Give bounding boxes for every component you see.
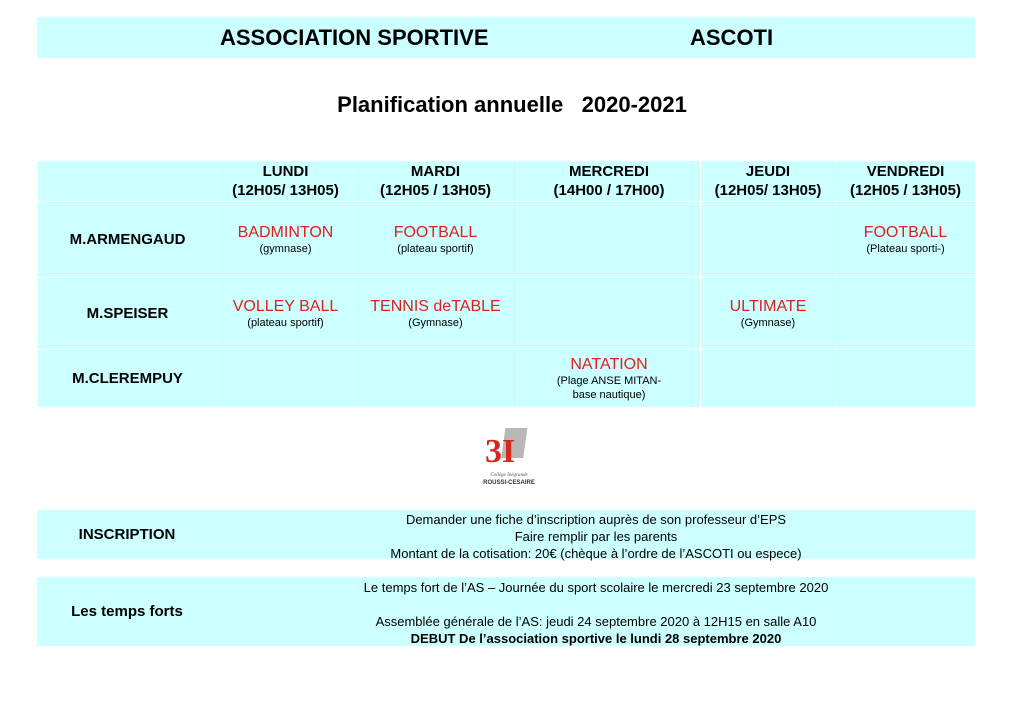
- day-header-jeudi: [701, 161, 836, 202]
- activity-name: NATATION: [570, 355, 648, 373]
- temps-forts-text: [217, 577, 975, 648]
- inscription-line: Montant de la cotisation: 20€ (chèque à l’ordre de l’ASCOTI ou espece): [390, 546, 802, 561]
- logo-mark: 3I: [485, 433, 516, 470]
- inscription-bar: [37, 510, 975, 559]
- table-row-clerempuy: [38, 350, 976, 408]
- slot-armengaud-jeudi: [701, 202, 836, 278]
- activity-place: (gymnase): [259, 242, 312, 255]
- corner-cell: [38, 161, 218, 202]
- slot-speiser-lundi: [218, 278, 354, 350]
- day-time: (12H05 / 13H05): [850, 182, 961, 199]
- activity-place: (plateau sportif): [247, 316, 324, 329]
- day-name: VENDREDI: [866, 163, 945, 180]
- slot-speiser-mercredi: [518, 278, 701, 350]
- temps-forts-line: Assemblée générale de l’AS: jeudi 24 septembre 2020 à 12H15 en salle A10: [375, 614, 817, 629]
- logo-line1: Collège Inégrande: [490, 473, 528, 478]
- table-row-speiser: [38, 278, 976, 350]
- activity-name: BADMINTON: [237, 223, 334, 241]
- day-time: (12H05/ 13H05): [714, 182, 822, 199]
- activity-name: FOOTBALL: [863, 223, 948, 241]
- ascoti-title: ASCOTI: [690, 24, 774, 50]
- day-header-mardi: [354, 161, 518, 202]
- teacher-name: M.SPEISER: [38, 278, 218, 350]
- inscription-text: [217, 510, 975, 560]
- slot-speiser-mardi: [354, 278, 518, 350]
- inscription-line: Demander une fiche d’inscription auprès de son professeur d’EPS: [405, 512, 787, 527]
- temps-forts-label: Les temps forts: [71, 603, 183, 620]
- day-time: (12H05/ 13H05): [232, 182, 339, 199]
- day-header-lundi: [218, 161, 354, 202]
- slot-clerempuy-jeudi: [701, 350, 836, 408]
- activity-place: (Gymnase): [740, 316, 796, 329]
- day-header-vendredi: [836, 161, 976, 202]
- days-header-row: [38, 161, 976, 202]
- slot-speiser-jeudi: [701, 278, 836, 350]
- slot-armengaud-vendredi: [836, 202, 976, 278]
- teacher-name: M.CLEREMPUY: [38, 350, 218, 408]
- day-name: MERCREDI: [568, 163, 649, 180]
- slot-armengaud-mercredi: [518, 202, 701, 278]
- day-time: (14H00 / 17H00): [553, 182, 665, 199]
- temps-forts-bar: [37, 577, 975, 646]
- slot-clerempuy-mercredi: [518, 350, 701, 408]
- slot-speiser-vendredi: [836, 278, 976, 350]
- activity-place: (Plage ANSE MITAN- base nautique): [556, 374, 662, 401]
- slot-armengaud-mardi: [354, 202, 518, 278]
- day-time: (12H05 / 13H05): [380, 182, 491, 199]
- activity-name: ULTIMATE: [729, 297, 807, 315]
- activity-place: (plateau sportif): [397, 242, 474, 255]
- temps-forts-line-bold: DEBUT De l’association sportive le lundi 28 septembre 2020: [410, 631, 782, 646]
- slot-armengaud-lundi: [218, 202, 354, 278]
- logo-line2: ROUSSI-CESAIRE: [483, 480, 535, 486]
- activity-place: (Plateau sporti-): [866, 242, 945, 255]
- day-name: LUNDI: [262, 163, 309, 180]
- activity-name: TENNIS deTABLE: [370, 297, 501, 315]
- schedule-table: [37, 160, 976, 408]
- table-row-armengaud: [38, 202, 976, 278]
- inscription-label: INSCRIPTION: [78, 526, 176, 543]
- slot-clerempuy-mardi: [354, 350, 518, 408]
- slot-clerempuy-vendredi: [836, 350, 976, 408]
- day-header-mercredi: [518, 161, 701, 202]
- activity-name: VOLLEY BALL: [232, 297, 339, 315]
- slot-clerempuy-lundi: [218, 350, 354, 408]
- page-subtitle: Planification annuelle 2020-2021: [337, 92, 687, 117]
- teacher-name: M.ARMENGAUD: [38, 202, 218, 278]
- activity-place: (Gymnase): [408, 316, 463, 329]
- college-logo: [474, 424, 544, 490]
- temps-forts-line: Le temps fort de l’AS – Journée du sport scolaire le mercredi 23 septembre 2020: [363, 580, 829, 595]
- association-title: ASSOCIATION SPORTIVE: [220, 24, 489, 50]
- day-name: JEUDI: [745, 163, 791, 180]
- day-name: MARDI: [410, 163, 461, 180]
- activity-name: FOOTBALL: [393, 223, 478, 241]
- header-bar: [37, 17, 975, 58]
- inscription-line: Faire remplir par les parents: [514, 529, 678, 544]
